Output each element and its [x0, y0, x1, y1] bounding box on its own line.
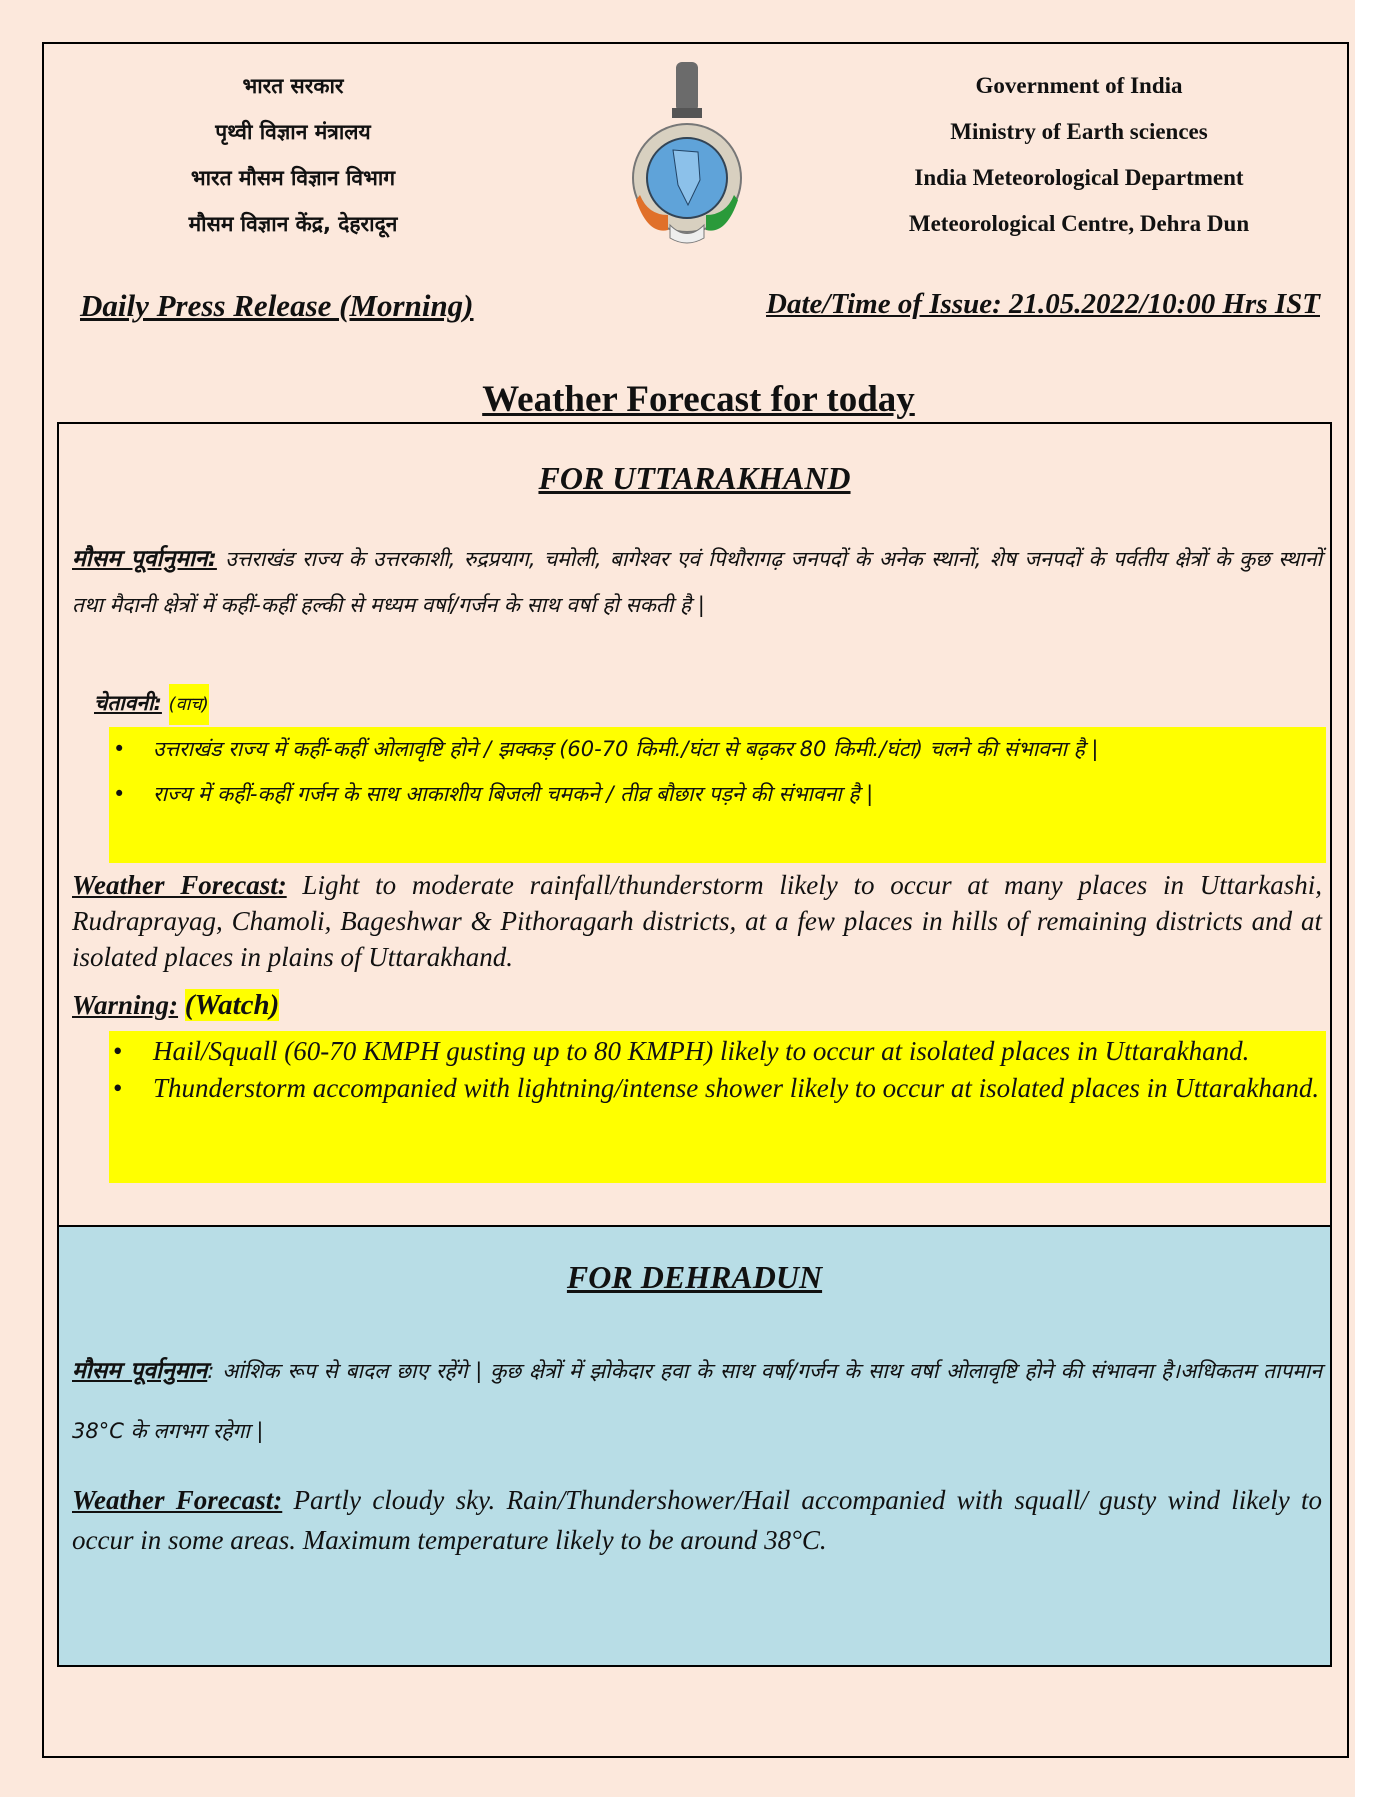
header-english-line: Ministry of Earth sciences — [950, 119, 1208, 144]
header-english-line: Meteorological Centre, Dehra Dun — [908, 211, 1250, 236]
hindi-forecast-label: मौसम पूर्वानुमान — [72, 1358, 208, 1384]
hindi-forecast-text: उत्तराखंड राज्य के उत्तरकाशी, रुद्रप्रयाग, चमोली, बागेश्वर एवं पिथौरागढ़ जनपदों के अनेक स्थानों, शेष जनपदों के पर्वतीय क्षेत्रों के कुछ स्थानों तथा मैदानी क्षेत्रों में कहीं-कहीं हल्की से मध्यम वर्षा/गर्जन के साथ वर्षा हो सकती है | — [72, 547, 1322, 617]
english-warnings-box — [109, 1031, 1326, 1183]
uttarakhand-english-forecast — [72, 867, 1322, 975]
english-forecast-label: Weather Forecast: — [72, 1485, 283, 1515]
release-title: Daily Press Release (Morning) — [80, 288, 474, 323]
main-title: Weather Forecast for today — [482, 379, 915, 420]
hindi-warnings-box — [109, 727, 1326, 863]
header-hindi-line: भारत मौसम विज्ञान विभाग — [190, 166, 396, 190]
hindi-warning-item: • उत्तराखंड राज्य में कहीं-कहीं ओलावृष्टि होने / झक्कड़ (60-70 किमी./घंटा से बढ़कर 80 किमी./घंटा) चलने की संभावना है | — [109, 727, 1326, 772]
english-forecast-label: Weather Forecast: — [72, 870, 287, 900]
english-forecast-text: Light to moderate rainfall/thunderstorm likely to occur at many places in Uttarkashi, Rudraprayag, Chamoli, Bageshwar & Pithoragarh districts, at a few places in hills of remaining districts and at isolated places in plains of Uttarakhand. — [72, 870, 1322, 972]
hindi-warning-heading — [94, 680, 1344, 728]
hindi-warning-label: चेतावनी: — [94, 691, 162, 715]
imd-logo — [628, 60, 746, 245]
english-warning-label: Warning: — [72, 990, 179, 1020]
header-english-line: India Meteorological Department — [914, 165, 1244, 190]
issue-datetime: Date/Time of Issue: 21.05.2022/10:00 Hrs IST — [766, 288, 1320, 320]
dehradun-english-forecast — [72, 1480, 1322, 1560]
english-warning-item: • Thunderstorm accompanied with lightning/intense shower likely to occur at isolated places in Uttarakhand. — [109, 1070, 1326, 1107]
dehradun-section — [59, 1225, 1330, 1665]
english-forecast-text: Partly cloudy sky. Rain/Thundershower/Hail accompanied with squall/ gusty wind likely to occur in some areas. Maximum temperature likely to be around 38°C. — [72, 1485, 1322, 1555]
hindi-warning-tag: (वाच) — [169, 684, 209, 725]
dehradun-hindi-forecast — [72, 1341, 1322, 1461]
header-hindi-line: मौसम विज्ञान केंद्र, देहरादून — [188, 212, 398, 236]
forecast-box — [57, 422, 1332, 1667]
hindi-forecast-text: : आंशिक रूप से बादल छाए रहेंगे | कुछ क्षेत्रों में झोकेदार हवा के साथ वर्षा/गर्जन के साथ वर्षा ओलावृष्टि होने की संभावना है।अधिकतम तापमान 38°C के लगभग रहेगा | — [72, 1359, 1322, 1443]
header-english-line: Government of India — [975, 73, 1183, 98]
uttarakhand-hindi-forecast — [72, 536, 1322, 628]
header-hindi-line: भारत सरकार — [242, 74, 344, 98]
uttarakhand-title: FOR UTTARAKHAND — [538, 460, 851, 496]
header-hindi-line: पृथ्वी विज्ञान मंत्रालय — [215, 120, 371, 144]
hindi-forecast-label: मौसम पूर्वानुमान: — [72, 546, 217, 572]
hindi-warning-item: • राज्य में कहीं-कहीं गर्जन के साथ आकाशीय बिजली चमकने / तीव्र बौछार पड़ने की संभावना है | — [109, 772, 1326, 817]
header-english — [869, 63, 1289, 247]
english-warning-item: • Hail/Squall (60-70 KMPH gusting up to 80 KMPH) likely to occur at isolated places in Uttarakhand. — [109, 1033, 1326, 1070]
header-hindi — [83, 63, 503, 247]
english-warning-heading — [72, 987, 1322, 1023]
dehradun-title: FOR DEHRADUN — [566, 1259, 823, 1295]
english-warning-tag: (Watch) — [184, 989, 280, 1021]
